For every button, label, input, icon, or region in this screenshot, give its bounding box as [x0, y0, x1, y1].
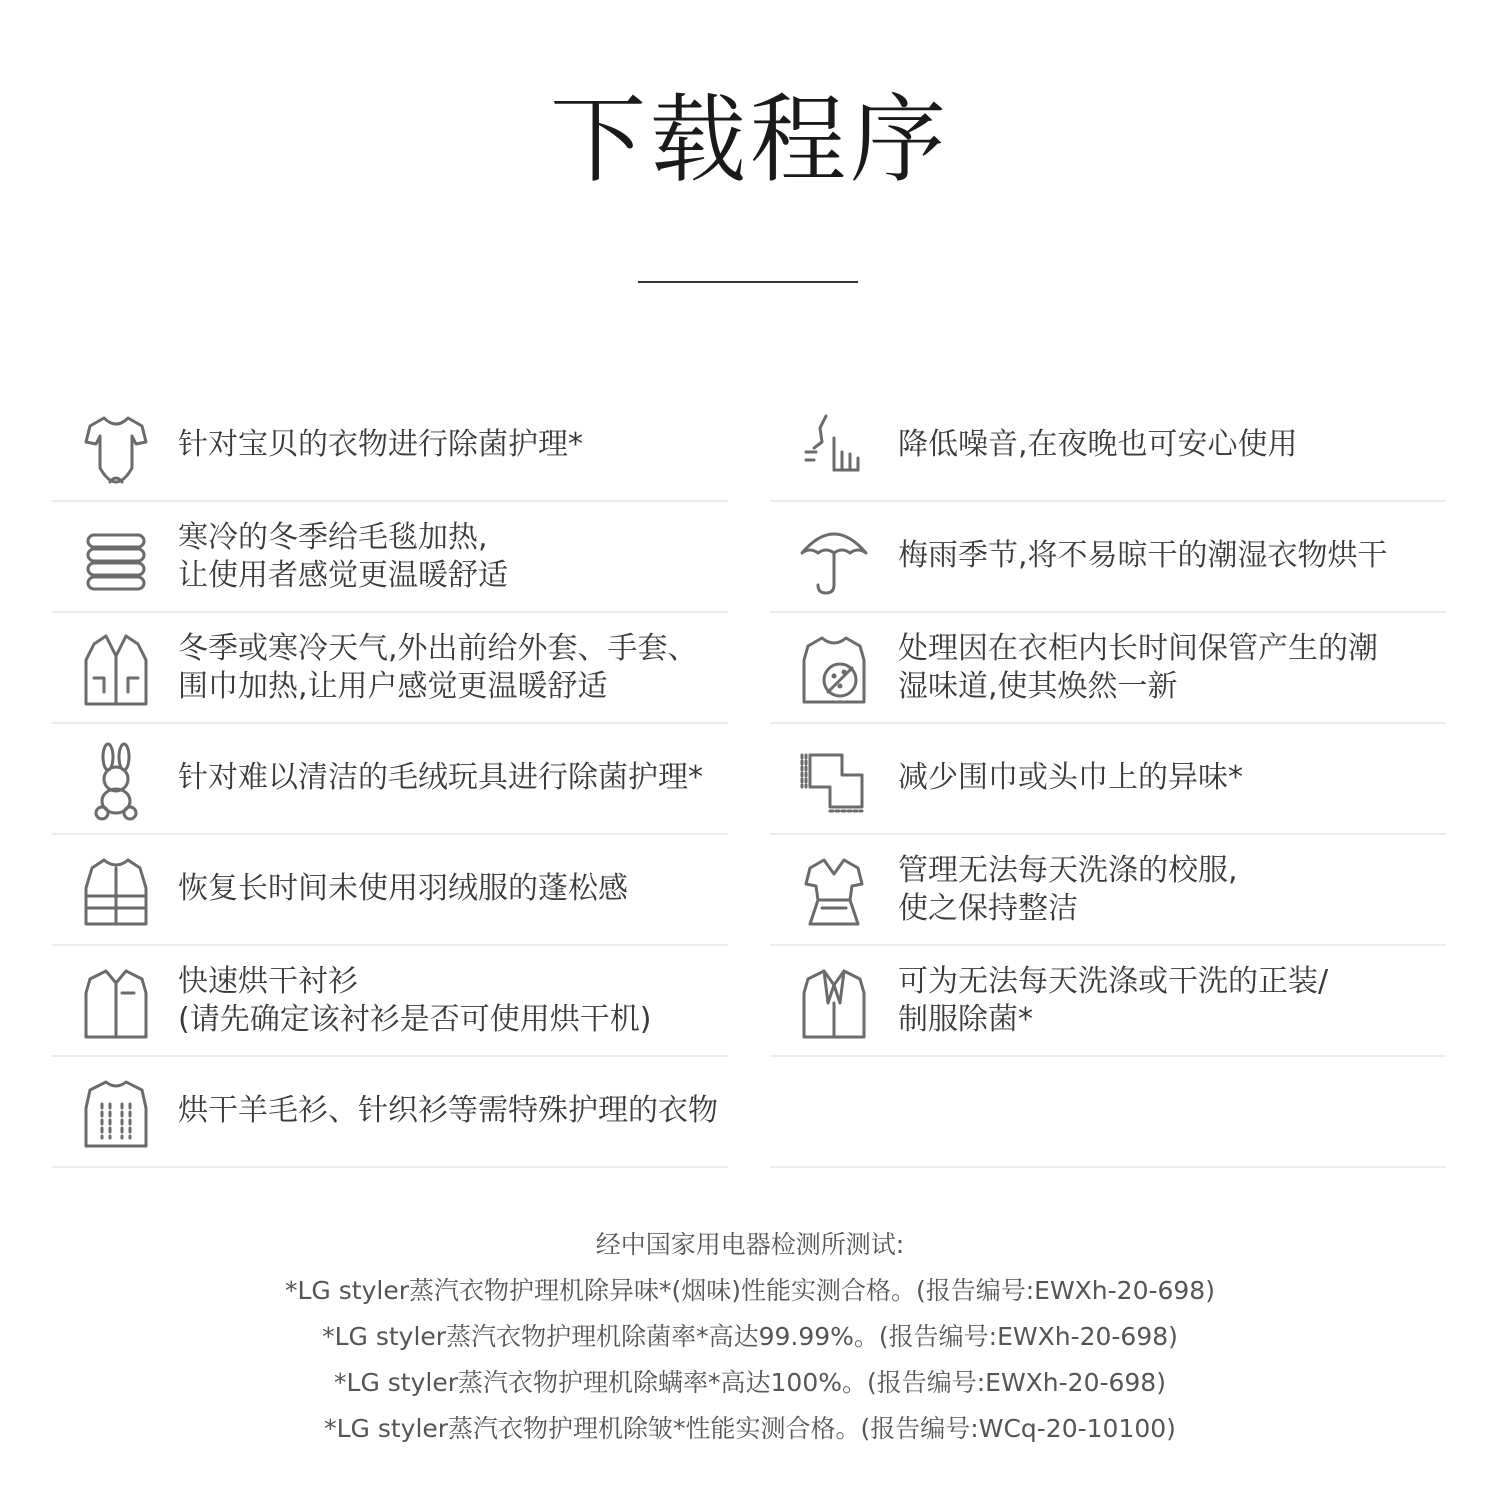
feature-item — [52, 392, 728, 502]
feature-item — [52, 614, 728, 724]
feature-label-line: 烘干羊毛衫、针织衫等需特殊护理的衣物 — [178, 1093, 718, 1128]
coat-icon — [78, 630, 154, 710]
row-divider — [770, 500, 1446, 502]
feature-label-line: 围巾加热,让用户感觉更温暖舒适 — [178, 669, 608, 704]
row-divider — [52, 1055, 728, 1057]
feature-label — [898, 852, 1238, 928]
feature-label — [178, 759, 703, 797]
feature-label-line: 湿味道,使其焕然一新 — [898, 669, 1178, 704]
feature-label — [178, 870, 628, 908]
page-title: 下载程序 — [550, 84, 950, 196]
shirt-icon — [78, 963, 154, 1043]
feature-label — [178, 630, 698, 706]
feature-label — [178, 426, 583, 464]
feature-label-line: 处理因在衣柜内长时间保管产生的潮 — [898, 631, 1378, 666]
row-divider — [770, 1055, 1446, 1057]
baby-bodysuit-icon — [78, 408, 154, 488]
feature-label — [898, 759, 1243, 797]
feature-item — [52, 1058, 728, 1168]
feature-item — [52, 725, 728, 835]
school-uniform-icon — [796, 852, 872, 932]
row-divider — [770, 611, 1446, 613]
knit-sweater-icon — [78, 1074, 154, 1154]
feature-item — [770, 947, 1446, 1057]
quiet-finger-icon — [796, 408, 872, 488]
feature-label-line: (请先确定该衬衫是否可使用烘干机) — [178, 1002, 652, 1037]
feature-label — [178, 519, 508, 595]
feature-item — [770, 836, 1446, 946]
feature-label-line: 冬季或寒冷天气,外出前给外套、手套、 — [178, 631, 698, 666]
feature-item — [52, 947, 728, 1057]
feature-label-line: 梅雨季节,将不易晾干的潮湿衣物烘干 — [898, 538, 1388, 573]
feature-label-line: 使之保持整洁 — [898, 891, 1078, 926]
note-line: *LG styler蒸汽衣物护理机除皱*性能实测合格。(报告编号:WCq-20-10100) — [324, 1414, 1176, 1443]
feature-label — [898, 426, 1298, 464]
feature-label-line: 管理无法每天洗涤的校服, — [898, 853, 1238, 888]
odor-shirt-icon — [796, 630, 872, 710]
feature-item — [770, 503, 1446, 613]
row-divider — [770, 722, 1446, 724]
feature-item — [52, 836, 728, 946]
feature-label-line: 制服除菌* — [898, 1002, 1033, 1037]
feature-label-line: 恢复长时间未使用羽绒服的蓬松感 — [178, 871, 628, 906]
feature-label-line: 减少围巾或头巾上的异味* — [898, 760, 1243, 795]
feature-item — [770, 392, 1446, 502]
feature-label — [178, 1092, 718, 1130]
scarf-icon — [796, 741, 872, 821]
feature-label-line: 针对宝贝的衣物进行除菌护理* — [178, 427, 583, 462]
feature-item — [770, 725, 1446, 835]
feature-label-line: 快速烘干衬衫 — [178, 964, 358, 999]
row-divider — [770, 1166, 1446, 1168]
test-notes — [0, 1222, 1500, 1452]
down-jacket-icon — [78, 852, 154, 932]
note-line: *LG styler蒸汽衣物护理机除菌率*高达99.99%。(报告编号:EWXh-20-698) — [322, 1322, 1178, 1351]
row-divider — [52, 833, 728, 835]
row-divider — [52, 611, 728, 613]
umbrella-icon — [796, 519, 872, 599]
suit-icon — [796, 963, 872, 1043]
note-line: *LG styler蒸汽衣物护理机除螨率*高达100%。(报告编号:EWXh-20-698) — [334, 1368, 1166, 1397]
plush-rabbit-icon — [78, 741, 154, 821]
feature-label-line: 寒冷的冬季给毛毯加热, — [178, 520, 488, 555]
row-divider — [52, 1166, 728, 1168]
feature-label-line: 降低噪音,在夜晚也可安心使用 — [898, 427, 1298, 462]
feature-item — [770, 614, 1446, 724]
feature-item — [52, 503, 728, 613]
feature-label — [898, 630, 1378, 706]
feature-label-line: 让使用者感觉更温暖舒适 — [178, 558, 508, 593]
feature-label-line: 针对难以清洁的毛绒玩具进行除菌护理* — [178, 760, 703, 795]
row-divider — [52, 722, 728, 724]
folded-blanket-icon — [78, 519, 154, 599]
feature-label — [898, 537, 1388, 575]
feature-label — [178, 963, 651, 1039]
note-line: *LG styler蒸汽衣物护理机除异味*(烟味)性能实测合格。(报告编号:EWXh-20-698) — [285, 1276, 1215, 1305]
row-divider — [770, 944, 1446, 946]
row-divider — [52, 500, 728, 502]
feature-label-line: 可为无法每天洗涤或干洗的正装/ — [898, 964, 1329, 999]
empty-cell — [770, 1058, 1446, 1168]
feature-label — [898, 963, 1328, 1039]
notes-heading: 经中国家用电器检测所测试: — [595, 1230, 905, 1259]
row-divider — [770, 833, 1446, 835]
row-divider — [52, 944, 728, 946]
